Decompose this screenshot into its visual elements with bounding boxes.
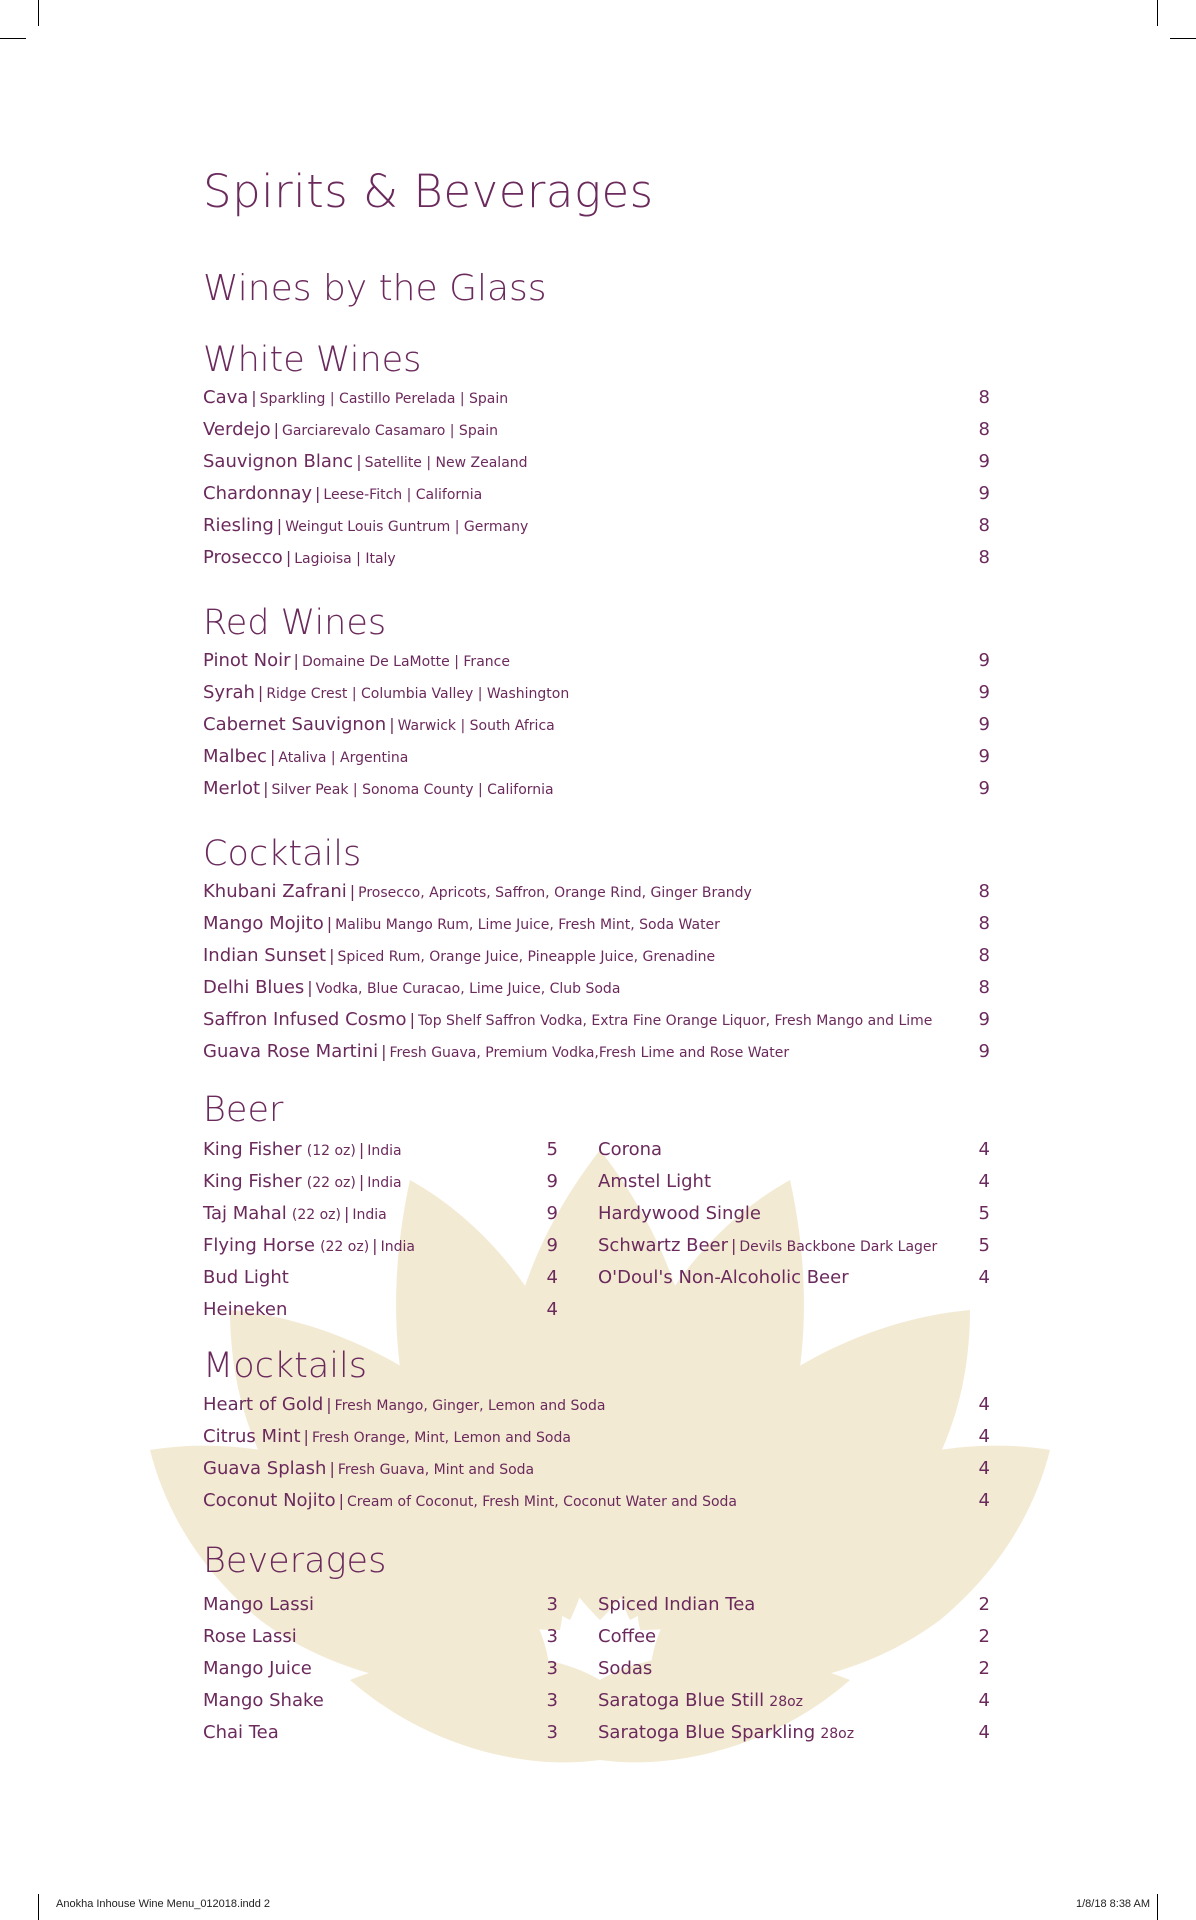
item-name: Sauvignon Blanc	[203, 451, 354, 472]
item-size: (22 oz)	[306, 1175, 356, 1191]
separator: |	[329, 1459, 335, 1478]
separator: |	[307, 978, 313, 997]
menu-item	[203, 1685, 558, 1717]
item-price: 2	[978, 1658, 990, 1679]
item-price: 3	[546, 1626, 558, 1647]
menu-item	[598, 1262, 990, 1294]
separator: |	[263, 779, 269, 798]
item-price: 8	[978, 945, 990, 966]
red-wines-heading: Red Wines	[203, 603, 387, 643]
item-name: Guava Rose Martini	[203, 1041, 379, 1062]
separator: |	[358, 1172, 365, 1191]
item-name: Cabernet Sauvignon	[203, 714, 387, 735]
menu-item	[203, 972, 990, 1004]
menu-item	[203, 1621, 558, 1653]
crop-mark-top-left-v	[38, 0, 39, 26]
menu-item	[203, 1166, 558, 1198]
cocktails-heading: Cocktails	[203, 834, 362, 874]
item-name: Khubani Zafrani	[203, 881, 347, 902]
item-price: 2	[978, 1626, 990, 1647]
item-name: Citrus Mint	[203, 1426, 301, 1447]
crop-mark-top-right-v	[1157, 0, 1158, 26]
item-description: Devils Backbone Dark Lager	[739, 1239, 938, 1255]
item-description: Spiced Rum, Orange Juice, Pineapple Juice, Grenadine	[337, 949, 716, 965]
item-description: India	[352, 1207, 387, 1223]
item-name: Delhi Blues	[203, 977, 305, 998]
item-price: 8	[978, 515, 990, 536]
menu-item	[203, 773, 990, 805]
item-name: Coffee	[598, 1626, 657, 1647]
item-price: 3	[546, 1594, 558, 1615]
item-name: Merlot	[203, 778, 261, 799]
item-price: 4	[546, 1299, 558, 1320]
item-description: India	[367, 1175, 402, 1191]
item-name: Hardywood Single	[598, 1203, 761, 1224]
item-price: 3	[546, 1722, 558, 1743]
menu-item	[203, 1134, 558, 1166]
item-price: 4	[978, 1139, 990, 1160]
menu-item	[203, 1262, 558, 1294]
item-name: Mango Shake	[203, 1690, 324, 1711]
item-name: Malbec	[203, 746, 267, 767]
menu-item	[598, 1589, 990, 1621]
item-price: 8	[978, 881, 990, 902]
item-price: 9	[546, 1235, 558, 1256]
item-price: 4	[978, 1171, 990, 1192]
item-price: 3	[546, 1690, 558, 1711]
white-wines-heading: White Wines	[203, 340, 422, 380]
item-price: 9	[978, 778, 990, 799]
separator: |	[273, 420, 279, 439]
beverages-heading: Beverages	[203, 1541, 387, 1581]
crop-mark-bottom-left-v	[38, 1894, 39, 1920]
item-description: Sparkling | Castillo Perelada | Spain	[259, 391, 509, 407]
item-name: Mango Lassi	[203, 1594, 314, 1615]
item-name: King Fisher	[203, 1139, 302, 1160]
separator: |	[276, 516, 283, 535]
item-price: 5	[546, 1139, 558, 1160]
footer-timestamp: 1/8/18 8:38 AM	[1076, 1898, 1150, 1910]
item-name: Amstel Light	[598, 1171, 712, 1192]
separator: |	[269, 747, 276, 766]
item-price: 9	[978, 483, 990, 504]
item-name: Guava Splash	[203, 1458, 327, 1479]
separator: |	[338, 1491, 345, 1510]
menu-item	[203, 1004, 990, 1036]
item-name: Saratoga Blue Still	[598, 1690, 765, 1711]
item-description: India	[367, 1143, 402, 1159]
beer-heading: Beer	[203, 1090, 284, 1130]
menu-item	[203, 382, 990, 414]
menu-item	[203, 542, 990, 574]
item-price: 9	[978, 1041, 990, 1062]
item-price: 4	[978, 1394, 990, 1415]
separator: |	[409, 1010, 415, 1029]
crop-mark-bottom-right-v	[1157, 1894, 1158, 1920]
item-description: Domaine De LaMotte | France	[301, 654, 510, 670]
menu-item	[203, 1294, 558, 1326]
item-name: Taj Mahal	[203, 1203, 287, 1224]
item-size: (22 oz)	[320, 1239, 370, 1255]
item-price: 9	[978, 746, 990, 767]
item-description: Prosecco, Apricots, Saffron, Orange Rind, Ginger Brandy	[358, 885, 752, 901]
item-size: 28oz	[769, 1694, 804, 1710]
menu-item	[203, 645, 990, 677]
crop-mark-top-left-h	[0, 38, 26, 39]
footer-file-name: Anokha Inhouse Wine Menu_012018.indd 2	[56, 1898, 271, 1910]
item-price: 9	[546, 1203, 558, 1224]
separator: |	[293, 651, 299, 670]
item-name: Prosecco	[203, 547, 283, 568]
mocktails-heading: Mocktails	[203, 1346, 367, 1386]
item-size: (12 oz)	[306, 1143, 356, 1159]
item-price: 9	[546, 1171, 558, 1192]
item-price: 9	[978, 650, 990, 671]
separator: |	[356, 452, 362, 471]
menu-item	[203, 478, 990, 510]
item-price: 4	[978, 1426, 990, 1447]
item-name: King Fisher	[203, 1171, 302, 1192]
item-name: Mango Juice	[203, 1658, 312, 1679]
item-name: Rose Lassi	[203, 1626, 297, 1647]
item-price: 8	[978, 419, 990, 440]
item-price: 9	[978, 682, 990, 703]
separator: |	[358, 1140, 365, 1159]
item-name: Indian Sunset	[203, 945, 327, 966]
item-price: 8	[978, 913, 990, 934]
item-price: 3	[546, 1658, 558, 1679]
item-name: Saratoga Blue Sparkling	[598, 1722, 816, 1743]
item-name: Cava	[203, 387, 249, 408]
item-name: Bud Light	[203, 1267, 289, 1288]
item-size: 28oz	[820, 1726, 855, 1742]
item-name: Heart of Gold	[203, 1394, 324, 1415]
item-price: 8	[978, 387, 990, 408]
separator: |	[389, 715, 395, 734]
item-price: 4	[978, 1458, 990, 1479]
item-description: Warwick | South Africa	[397, 718, 555, 734]
item-description: Cream of Coconut, Fresh Mint, Coconut Water and Soda	[347, 1494, 737, 1510]
item-description: Lagioisa | Italy	[294, 551, 396, 567]
separator: |	[372, 1236, 378, 1255]
crop-mark-top-right-h	[1170, 38, 1196, 39]
separator: |	[285, 548, 292, 567]
separator: |	[303, 1427, 309, 1446]
menu-item	[203, 1589, 558, 1621]
item-description: Fresh Orange, Mint, Lemon and Soda	[311, 1430, 571, 1446]
separator: |	[315, 484, 321, 503]
item-description: Ridge Crest | Columbia Valley | Washington	[266, 686, 570, 702]
item-price: 4	[546, 1267, 558, 1288]
menu-item	[598, 1653, 990, 1685]
item-name: Verdejo	[203, 419, 271, 440]
menu-item	[203, 1453, 990, 1485]
item-description: Vodka, Blue Curacao, Lime Juice, Club Soda	[315, 981, 621, 997]
item-description: Silver Peak | Sonoma County | California	[271, 782, 554, 798]
menu-item	[598, 1198, 990, 1230]
separator: |	[257, 683, 264, 702]
item-price: 9	[978, 451, 990, 472]
menu-item	[203, 1230, 558, 1262]
separator: |	[343, 1204, 350, 1223]
item-description: Fresh Guava, Mint and Soda	[337, 1462, 535, 1478]
menu-item	[203, 908, 990, 940]
menu-item	[598, 1166, 990, 1198]
item-price: 4	[978, 1490, 990, 1511]
item-price: 8	[978, 977, 990, 998]
separator: |	[326, 1395, 332, 1414]
menu-item	[203, 414, 990, 446]
item-price: 4	[978, 1690, 990, 1711]
separator: |	[731, 1236, 737, 1255]
item-name: Riesling	[203, 515, 274, 536]
menu-item	[203, 1421, 990, 1453]
item-description: Leese-Fitch | California	[323, 487, 483, 503]
menu-item	[203, 876, 990, 908]
separator: |	[381, 1042, 387, 1061]
item-price: 9	[978, 1009, 990, 1030]
separator: |	[251, 388, 257, 407]
item-name: Spiced Indian Tea	[598, 1594, 756, 1615]
item-name: Chai Tea	[203, 1722, 279, 1743]
item-name: Corona	[598, 1139, 663, 1160]
item-name: Saffron Infused Cosmo	[203, 1009, 407, 1030]
item-name: Syrah	[203, 682, 255, 703]
menu-item	[203, 446, 990, 478]
item-price: 2	[978, 1594, 990, 1615]
item-name: Heineken	[203, 1299, 288, 1320]
menu-item	[203, 940, 990, 972]
menu-item	[203, 709, 990, 741]
menu-item	[598, 1685, 990, 1717]
item-description: Fresh Mango, Ginger, Lemon and Soda	[334, 1398, 606, 1414]
menu-item	[203, 677, 990, 709]
item-price: 8	[978, 547, 990, 568]
item-price: 9	[978, 714, 990, 735]
item-description: Weingut Louis Guntrum | Germany	[285, 519, 529, 535]
item-price: 5	[978, 1203, 990, 1224]
item-price: 5	[978, 1235, 990, 1256]
item-price: 4	[978, 1722, 990, 1743]
item-name: Coconut Nojito	[203, 1490, 336, 1511]
item-name: Pinot Noir	[203, 650, 291, 671]
item-description: Satellite | New Zealand	[364, 455, 528, 471]
separator: |	[349, 882, 356, 901]
item-description: Malibu Mango Rum, Lime Juice, Fresh Mint, Soda Water	[335, 917, 720, 933]
menu-item	[203, 1717, 558, 1749]
item-name: Flying Horse	[203, 1235, 315, 1256]
menu-item	[203, 1653, 558, 1685]
menu-item	[598, 1230, 990, 1262]
menu-item	[203, 1485, 990, 1517]
item-size: (22 oz)	[291, 1207, 341, 1223]
item-name: Chardonnay	[203, 483, 313, 504]
menu-item	[203, 1198, 558, 1230]
item-description: Ataliva | Argentina	[278, 750, 409, 766]
item-price: 4	[978, 1267, 990, 1288]
item-name: Schwartz Beer	[598, 1235, 729, 1256]
page-title: Spirits & Beverages	[203, 165, 654, 218]
item-description: India	[380, 1239, 415, 1255]
menu-item	[203, 741, 990, 773]
menu-item	[203, 510, 990, 542]
menu-item	[598, 1717, 990, 1749]
item-description: Top Shelf Saffron Vodka, Extra Fine Orange Liquor, Fresh Mango and Lime	[417, 1013, 933, 1029]
menu-item	[598, 1134, 990, 1166]
menu-item	[203, 1389, 990, 1421]
menu-item	[203, 1036, 990, 1068]
item-name: Sodas	[598, 1658, 653, 1679]
item-description: Garciarevalo Casamaro | Spain	[281, 423, 499, 439]
item-description: Fresh Guava, Premium Vodka,Fresh Lime and Rose Water	[389, 1045, 790, 1061]
separator: |	[326, 914, 333, 933]
wines-by-glass-heading: Wines by the Glass	[203, 268, 547, 309]
menu-item	[598, 1621, 990, 1653]
item-name: Mango Mojito	[203, 913, 324, 934]
item-name: O'Doul's Non-Alcoholic Beer	[598, 1267, 849, 1288]
separator: |	[329, 946, 335, 965]
